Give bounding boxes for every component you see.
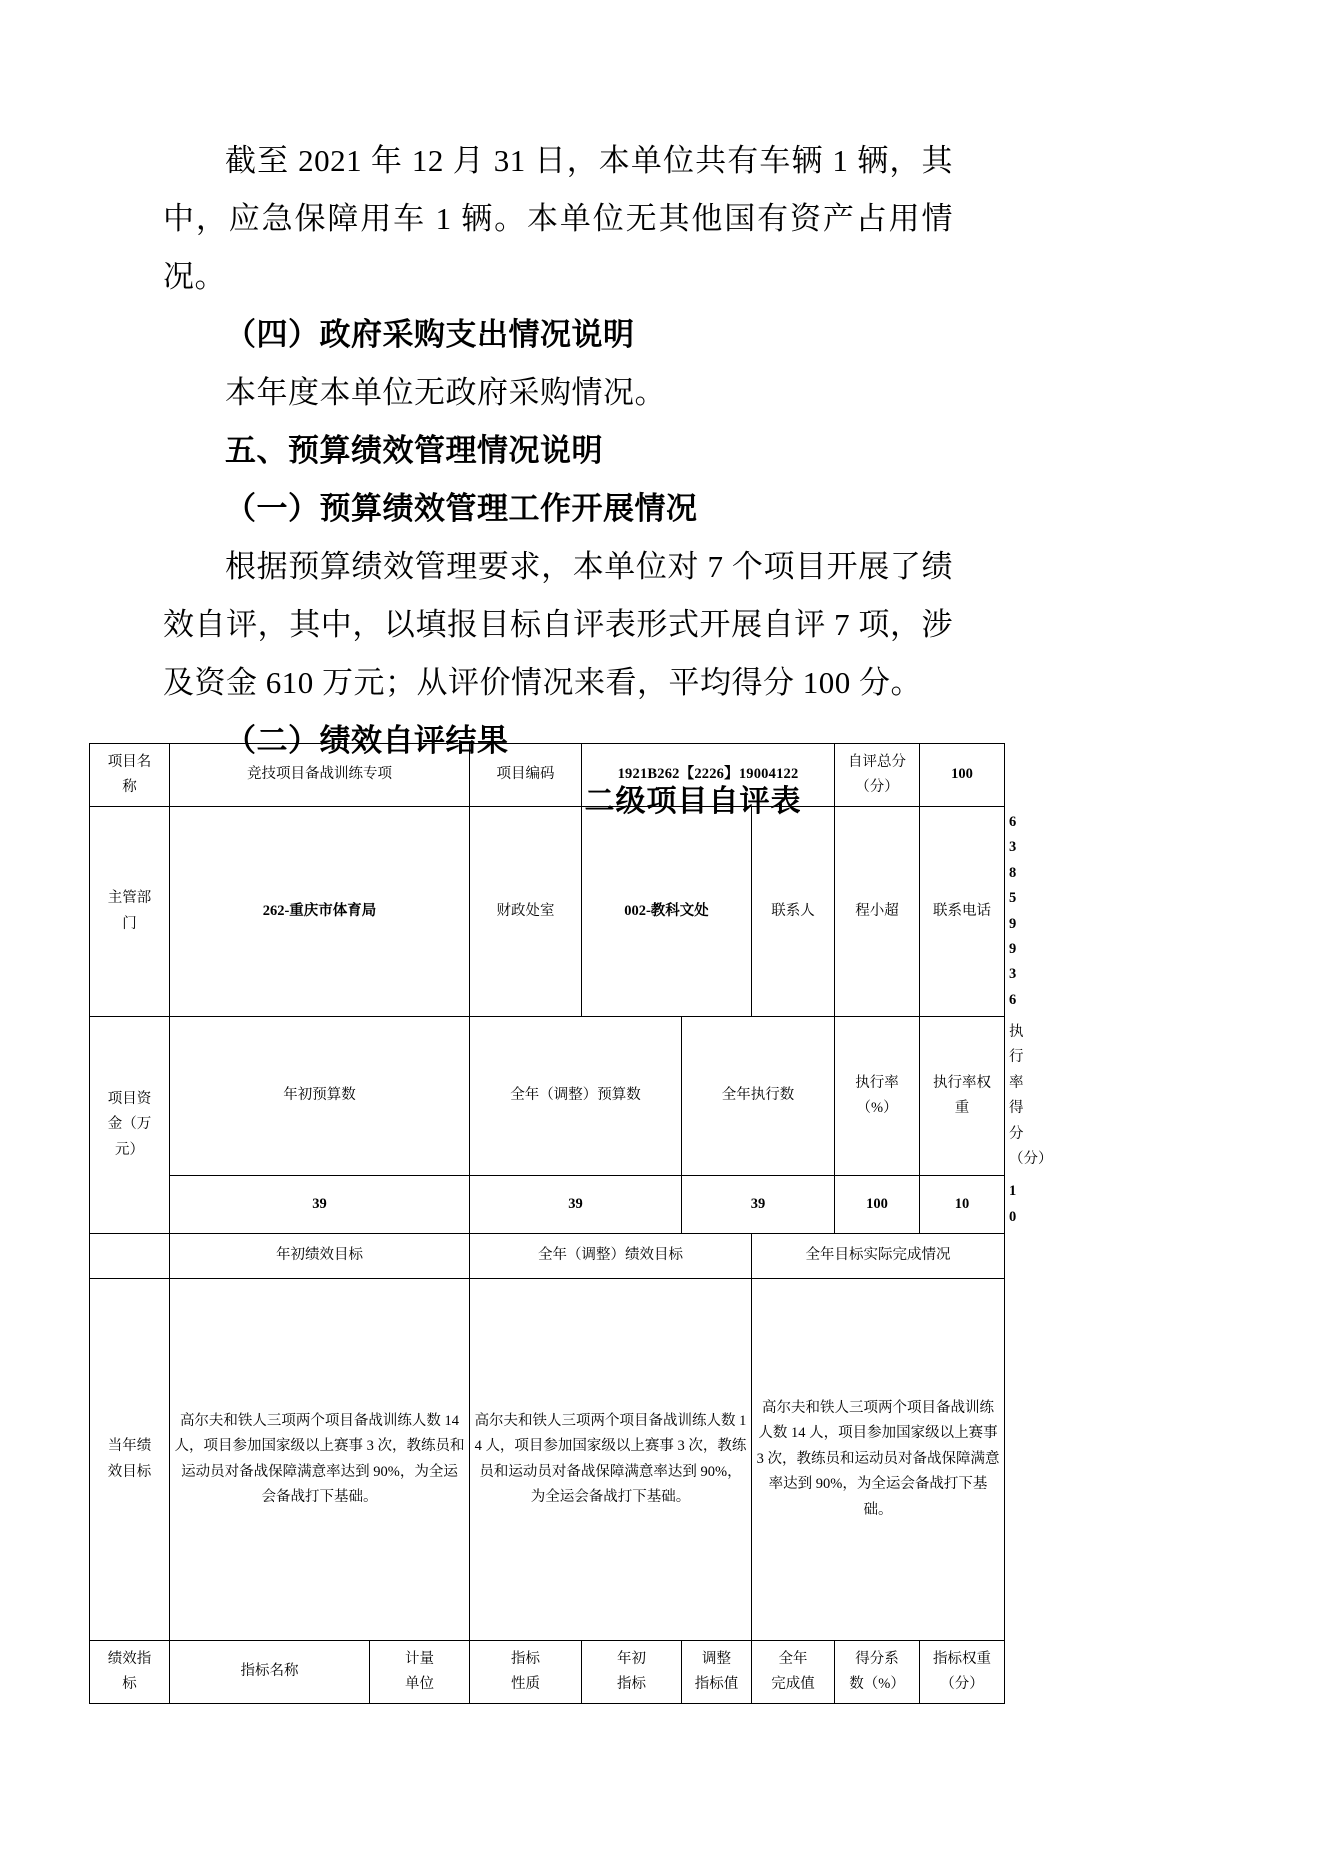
cell-indicator-metric-label [90, 1641, 170, 1704]
indicator-metric-label-line2: 标 [122, 1676, 137, 1692]
project-label-line1: 项目名 [107, 753, 152, 770]
cell-indicator-adjusted-header [682, 1641, 752, 1704]
cell-exec-rate-value: 100 [835, 1176, 920, 1234]
indicator-initial-line2: 指标 [617, 1676, 646, 1692]
funds-label-line2: 金（万 [107, 1116, 152, 1133]
indicator-annual-line2: 完成值 [771, 1676, 815, 1692]
cell-goal-adjusted: 高尔夫和铁人三项两个项目备战训练人数 14 人，项目参加国家级以上赛事 3 次，教练员和运动员对备战保障满意率达到 90%，为全运会备战打下基础。 [470, 1279, 752, 1641]
department-label-line1: 主管部 [107, 890, 152, 907]
cell-department-name: 262-重庆市体育局 [170, 807, 470, 1017]
cell-funds-header-adjusted: 全年（调整）预算数 [470, 1017, 682, 1176]
heading-selfeval-result: （二）绩效自评结果 [225, 723, 509, 758]
exec-rate-label-line2: （%） [856, 1100, 898, 1117]
cell-goals-label [90, 1279, 170, 1641]
indicator-adjusted-line2: 指标值 [694, 1676, 739, 1692]
cell-funds-header-initial: 年初预算数 [170, 1017, 470, 1176]
exec-score-label-line2: 分（分） [1009, 1125, 1053, 1167]
indicator-weight-line2: （分） [940, 1676, 984, 1692]
indicator-unit-line1: 计量 [405, 1650, 434, 1667]
cell-goal-header-adjusted: 全年（调整）绩效目标 [470, 1234, 752, 1279]
cell-goal-header-actual: 全年目标实际完成情况 [752, 1234, 1005, 1279]
cell-contact-name: 程小超 [835, 807, 920, 1017]
department-label-line2: 门 [122, 915, 137, 932]
cell-exec-weight-value: 10 [920, 1176, 1005, 1234]
indicator-weight-line1: 指标权重 [933, 1650, 992, 1667]
table-row-indicator-headers [90, 1641, 1005, 1704]
table-title: 二级项目自评表 [584, 785, 802, 818]
indicator-adjusted-line1: 调整 [702, 1650, 731, 1667]
indicator-unit-line2: 单位 [405, 1676, 434, 1692]
heading-procurement: （四）政府采购支出情况说明 [225, 317, 635, 352]
cell-funds-value-initial: 39 [170, 1176, 470, 1234]
cell-project-label [90, 744, 170, 807]
cell-indicator-initial-header [582, 1641, 682, 1704]
table-row-goal-headers [90, 1234, 1005, 1279]
indicator-nature-line1: 指标 [511, 1650, 540, 1667]
heading-performance-work: （一）预算绩效管理工作开展情况 [225, 491, 698, 526]
exec-weight-label-line2: 重 [954, 1100, 970, 1117]
funds-label-line3: 元） [115, 1141, 144, 1158]
cell-selfeval-score-label [835, 744, 920, 807]
cell-indicator-annual-header [752, 1641, 835, 1704]
paragraph-performance: 根据预算绩效管理要求，本单位对 7 个项目开展了绩效自评，其中，以填报目标自评表形式开展自评 7 项，涉及资金 610 万元；从评价情况来看，平均得分 100 分。 [163, 549, 953, 700]
cell-phone-label: 联系电话 [920, 807, 1005, 1017]
cell-department-label [90, 807, 170, 1017]
cell-indicator-coef-header [835, 1641, 920, 1704]
cell-goal-header-initial: 年初绩效目标 [170, 1234, 470, 1279]
cell-indicator-name-header: 指标名称 [170, 1641, 370, 1704]
indicator-initial-line1: 年初 [617, 1650, 646, 1667]
cell-contact-label: 联系人 [752, 807, 835, 1017]
cell-goal-header-spacer [90, 1234, 170, 1279]
indicator-coef-line2: 数（%） [849, 1676, 905, 1692]
cell-goal-initial: 高尔夫和铁人三项两个项目备战训练人数 14 人，项目参加国家级以上赛事 3 次，教练员和运动员对备战保障满意率达到 90%，为全运会备战打下基础。 [170, 1279, 470, 1641]
table-row-funds-values: 39 39 39 100 10 10 [90, 1176, 1005, 1234]
exec-score-label-line1: 执行率得 [1009, 1024, 1024, 1117]
cell-indicator-nature-header [470, 1641, 582, 1704]
project-label-line2: 称 [122, 779, 137, 795]
goals-label-line2: 效目标 [107, 1463, 152, 1480]
table-row-funds-headers [90, 1017, 1005, 1176]
exec-rate-label-line1: 执行率 [855, 1074, 899, 1091]
indicator-coef-line1: 得分系 [855, 1650, 899, 1667]
exec-weight-label-line1: 执行率权 [933, 1074, 992, 1091]
cell-goal-actual: 高尔夫和铁人三项两个项目备战训练人数 14 人，项目参加国家级以上赛事 3 次，教练员和运动员对备战保障满意率达到 90%，为全运会备战打下基础。 [752, 1279, 1005, 1641]
paragraph-vehicles: 截至 2021 年 12 月 31 日，本单位共有车辆 1 辆，其中，应急保障用车 1 辆。本单位无其他国有资产占用情况。 [163, 143, 953, 294]
goals-label-line1: 当年绩 [107, 1438, 152, 1455]
cell-funds-header-executed: 全年执行数 [682, 1017, 835, 1176]
document-body [163, 132, 1163, 838]
table-row-project [90, 744, 1005, 807]
cell-funds-value-adjusted: 39 [470, 1176, 682, 1234]
funds-label-line1: 项目资 [107, 1090, 152, 1107]
cell-funds-label [90, 1017, 170, 1234]
cell-selfeval-score-value: 100 [920, 744, 1005, 807]
cell-funds-value-executed: 39 [682, 1176, 835, 1234]
heading-performance-management: 五、预算绩效管理情况说明 [225, 433, 603, 468]
cell-project-name: 竞技项目备战训练专项 [170, 744, 470, 807]
selfeval-score-label-line1: 自评总分 [848, 753, 907, 770]
cell-division: 002-教科文处 [582, 807, 752, 1017]
cell-exec-rate-label [835, 1017, 920, 1176]
cell-exec-weight-label [920, 1017, 1005, 1176]
eval-table-container [89, 743, 1231, 1704]
paragraph-procurement: 本年度本单位无政府采购情况。 [225, 375, 666, 410]
table-row-goals [90, 1279, 1005, 1641]
cell-project-code-label: 项目编码 [470, 744, 582, 807]
indicator-metric-label-line1: 绩效指 [107, 1650, 152, 1667]
table-row-department: 主管部 门 262-重庆市体育局 财政处室 002-教科文处 联系人 程小超 联系电话 63859936 [90, 807, 1005, 1017]
indicator-annual-line1: 全年 [778, 1650, 808, 1667]
indicator-nature-line2: 性质 [511, 1676, 540, 1692]
cell-indicator-weight-header [920, 1641, 1005, 1704]
cell-indicator-unit-header [370, 1641, 470, 1704]
second-level-project-selfeval-table [89, 743, 1053, 1704]
cell-project-code-value: 1921B262【2226】19004122 [582, 744, 835, 807]
cell-finance-office: 财政处室 [470, 807, 582, 1017]
selfeval-score-label-line2: （分） [855, 779, 899, 795]
